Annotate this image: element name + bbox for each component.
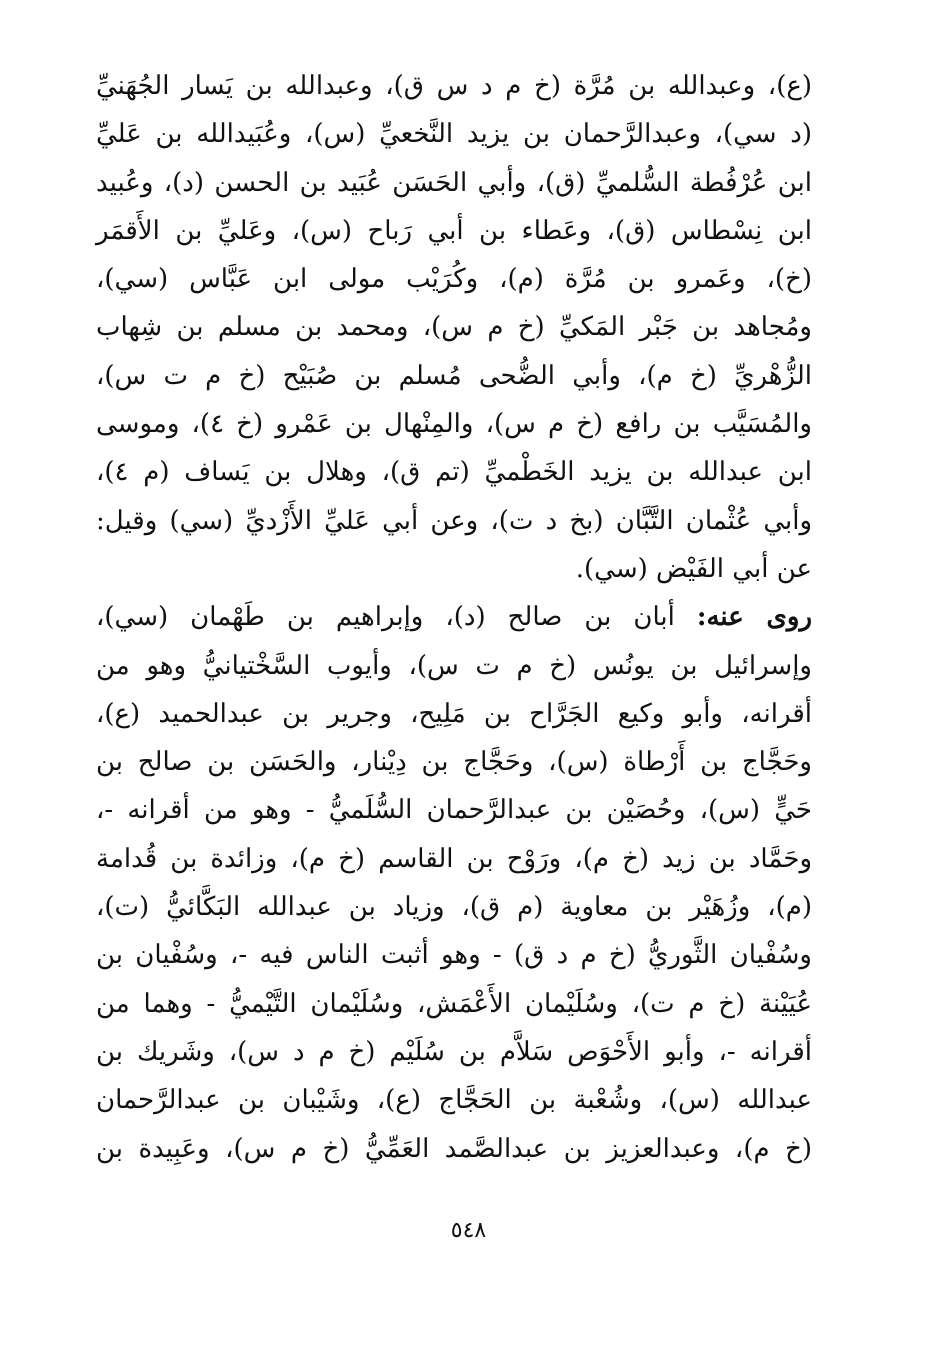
text-line: أقرانه -، وأبو الأَحْوَص سَلاَّم بن سُلَيْم (خ م د س)، وشَريك بن	[96, 1036, 812, 1067]
text-line: عن أبي الفَيْض (سي).	[575, 553, 812, 584]
text-line: وإسرائيل بن يونُس (خ م ت س)، وأيوب السَّخْتيانيُّ وهو من	[96, 650, 812, 681]
text-line: والمُسَيَّب بن رافع (خ م س)، والمِنْهال بن عَمْرو (خ ٤)، وموسى	[96, 409, 812, 440]
text-line: وحَجَّاج بن أَرْطاة (س)، وحَجَّاج بن دِيْنار، والحَسَن بن صالح بن	[96, 747, 812, 778]
body-text	[96, 62, 812, 1173]
text-line: وسُفْيان الثَّوريُّ (خ م د ق) - وهو أثبت الناس فيه -، وسُفْيان بن	[96, 940, 812, 971]
text-line: ابن نِسْطاس (ق)، وعَطاء بن أبي رَباح (س)، وعَليِّ بن الأَقمَر	[96, 215, 812, 246]
text-line: ابن عبدالله بن يزيد الخَطْميِّ (تم ق)، وهلال بن يَساف (م ٤)،	[96, 457, 812, 488]
text-line: (م)، وزُهَيْر بن معاوية (م ق)، وزياد بن عبدالله البَكَّائيُّ (ت)،	[96, 892, 812, 923]
section-lead-heading: روى عنه:	[696, 602, 812, 633]
page-number: ٥٤٨	[450, 1218, 487, 1243]
text-line: وحَمَّاد بن زيد (خ م)، ورَوْح بن القاسم (خ م)، وزائدة بن قُدامة	[96, 843, 812, 874]
text-line: (خ م)، وعبدالعزيز بن عبدالصَّمد العَمِّيُّ (خ م س)، وعَبِيدة بن	[96, 1133, 812, 1164]
text-line-rest: أبان بن صالح (د)، وإبراهيم بن طَهْمان (سي)،	[96, 602, 697, 633]
text-line: (د سي)، وعبدالرَّحمان بن يزيد النَّخعيِّ (س)، وعُبَيدالله بن عَليِّ	[96, 119, 812, 150]
text-line: الزُّهْريِّ (خ م)، وأبي الضُّحى مُسلم بن صُبَيْح (خ م ت س)،	[96, 360, 812, 391]
text-line: ومُجاهد بن جَبْر المَكيِّ (خ م س)، ومحمد بن مسلم بن شِهاب	[96, 312, 812, 343]
paragraph-first-line	[96, 593, 812, 641]
text-line: عبدالله (س)، وشُعْبة بن الحَجَّاج (ع)، وشَيْبان بن عبدالرَّحمان	[96, 1085, 812, 1116]
text-line: (ع)، وعبدالله بن مُرَّة (خ م د س ق)، وعبدالله بن يَسار الجُهَنيِّ	[96, 71, 812, 101]
text-line: عُيَيْنة (خ م ت)، وسُلَيْمان الأَعْمَش، وسُلَيْمان التَّيْميُّ - وهما من	[96, 988, 812, 1019]
text-line: ابن عُرْفُطة السُّلميِّ (ق)، وأبي الحَسَن عُبَيد بن الحسن (د)، وعُبيد	[96, 167, 812, 198]
text-line: أقرانه، وأبو وكيع الجَرَّاح بن مَلِيح، وجرير بن عبدالحميد (ع)،	[96, 698, 812, 729]
text-line: وأبي عُثْمان التَّبَّان (بخ د ت)، وعن أبي عَليِّ الأَزْديِّ (سي) وقيل:	[96, 505, 812, 536]
text-line: (خ)، وعَمرو بن مُرَّة (م)، وكُرَيْب مولى ابن عَبَّاس (سي)،	[96, 264, 812, 295]
text-line: حَيٍّ (س)، وحُصَيْن بن عبدالرَّحمان السُّلَميُّ - وهو من أقرانه -،	[96, 795, 812, 826]
